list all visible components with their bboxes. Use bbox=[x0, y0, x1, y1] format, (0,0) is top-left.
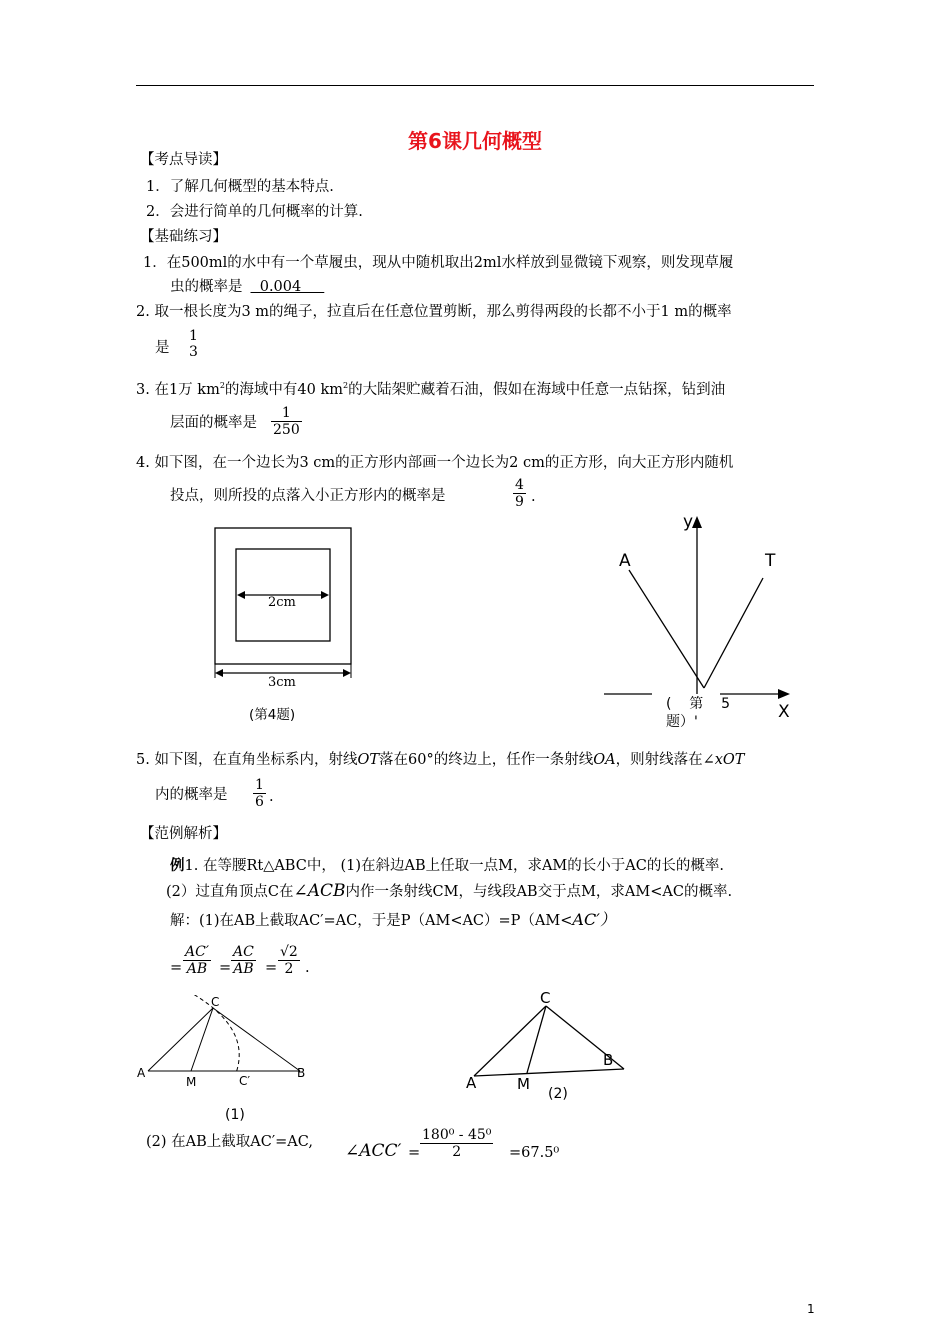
figure-q4-caption: (第4题) bbox=[249, 707, 296, 723]
solution-fraction-2: AC AB bbox=[233, 944, 254, 977]
solution-angle-fraction: 180⁰ - 45⁰ 2 bbox=[422, 1127, 492, 1160]
solution-eq-sign-2: = bbox=[265, 960, 278, 976]
figure-q4 bbox=[205, 518, 365, 728]
solution-eq-sign-1: = bbox=[219, 960, 232, 976]
ex1-point-c: C bbox=[211, 995, 220, 1009]
question-4-line2: 投点，则所投的点落入小正方形内的概率是 bbox=[170, 488, 446, 504]
page-title: 第6课几何概型 bbox=[408, 129, 542, 153]
question-5-period: . bbox=[269, 789, 274, 805]
section-heading-practice: 【基础练习】 bbox=[140, 229, 227, 245]
question-2-answer-fraction: 1 3 bbox=[189, 328, 198, 360]
example-1-part-1: 例1. 在等腰Rt△ABC中， (1)在斜边AB上任取一点M，求AM的长小于AC的长的概率. bbox=[170, 857, 724, 874]
section-heading-guide: 【考点导读】 bbox=[140, 152, 227, 168]
question-4-answer-fraction: 4 9 bbox=[515, 477, 524, 510]
ex2-point-c: C bbox=[540, 989, 551, 1007]
figure-example-1-caption: (1) bbox=[225, 1107, 245, 1123]
figure-q5-caption-2: 题）' bbox=[666, 714, 698, 730]
solution-angle-acc: ∠ACC′ bbox=[345, 1141, 402, 1161]
solution-fraction-3: √2 2 bbox=[280, 944, 298, 977]
figure-q5-caption-1: ( 第 5 bbox=[666, 696, 730, 712]
example-1-part-2: (2）过直角顶点C在∠ACB内作一条射线CM，与线段AB交于点M，求AM<AC的概率. bbox=[166, 881, 733, 901]
page-number: 1 bbox=[807, 1302, 815, 1316]
ex1-point-a: A bbox=[137, 1066, 146, 1080]
ex1-point-c-prime: C′ bbox=[239, 1074, 251, 1088]
question-5-line2: 内的概率是 bbox=[155, 787, 228, 803]
ex2-point-a: A bbox=[466, 1074, 477, 1092]
inner-side-label: 2cm bbox=[268, 595, 296, 610]
figure-example-1 bbox=[140, 995, 315, 1085]
solution-eq-sign-3: = bbox=[408, 1145, 421, 1161]
solution-fraction-1: AC′ AB bbox=[185, 944, 210, 977]
question-5-answer-fraction: 1 6 bbox=[255, 777, 264, 810]
solution-result: =67.5⁰ bbox=[509, 1145, 560, 1161]
point-t-label: T bbox=[765, 551, 776, 571]
solution-period: . bbox=[305, 960, 310, 976]
question-3-line2: 层面的概率是 bbox=[170, 415, 257, 431]
solution-eq-sign-0: = bbox=[170, 960, 183, 976]
solution-part-1: 解：(1)在AB上截取AC′=AC，于是P（AM<AC）=P（AM<AC′） bbox=[170, 910, 616, 929]
ex2-point-b: B bbox=[603, 1051, 614, 1069]
figure-q5 bbox=[600, 512, 810, 712]
section-heading-examples: 【范例解析】 bbox=[140, 826, 227, 842]
question-4-text: 4. 如下图，在一个边长为3 cm的正方形内部画一个边长为2 cm的正方形，向大正方形内随机 bbox=[136, 455, 734, 471]
question-2-line2: 是 bbox=[155, 340, 170, 356]
question-2-text: 2. 取一根长度为3 m的绳子，拉直后在任意位置剪断，那么剪得两段的长都不小于1 m的概率 bbox=[136, 304, 732, 320]
ray-oa bbox=[629, 570, 704, 688]
ex1-point-b: B bbox=[297, 1066, 306, 1080]
ray-ot bbox=[704, 578, 763, 688]
question-3-text: 3. 在1万 $km^2$的海域中有40 $km^2$的大陆架贮藏着石油，假如在海域中任意一点钻探，钻到油 bbox=[136, 381, 726, 398]
ex2-point-m: M bbox=[517, 1075, 530, 1093]
question-3-answer-fraction: 1 250 bbox=[273, 405, 300, 438]
ex1-point-m: M bbox=[186, 1075, 197, 1089]
point-a-label: A bbox=[619, 551, 631, 571]
guide-item-2: 2．会进行简单的几何概率的计算. bbox=[146, 204, 363, 220]
guide-item-1: 1．了解几何概型的基本特点. bbox=[146, 179, 334, 195]
question-1-text: 1．在500ml的水中有一个草履虫，现从中随机取出2ml水样放到显微镜下观察，则发现草履 bbox=[143, 255, 734, 271]
x-axis-label: X bbox=[778, 702, 790, 722]
question-4-period: . bbox=[531, 489, 536, 505]
question-1-line2: 虫的概率是 0.004 bbox=[170, 279, 325, 295]
y-axis-label: y bbox=[683, 512, 694, 532]
question-5-text: 5. 如下图，在直角坐标系内，射线OT落在60°的终边上，任作一条射线OA，则射线落在∠xOT bbox=[136, 752, 745, 768]
header-rule bbox=[136, 85, 814, 86]
outer-side-label: 3cm bbox=[268, 675, 296, 690]
figure-example-2-caption: (2) bbox=[548, 1086, 568, 1102]
solution-part-2: (2) 在AB上截取AC′=AC, bbox=[146, 1134, 313, 1150]
question-1-answer: 0.004 bbox=[250, 279, 325, 295]
